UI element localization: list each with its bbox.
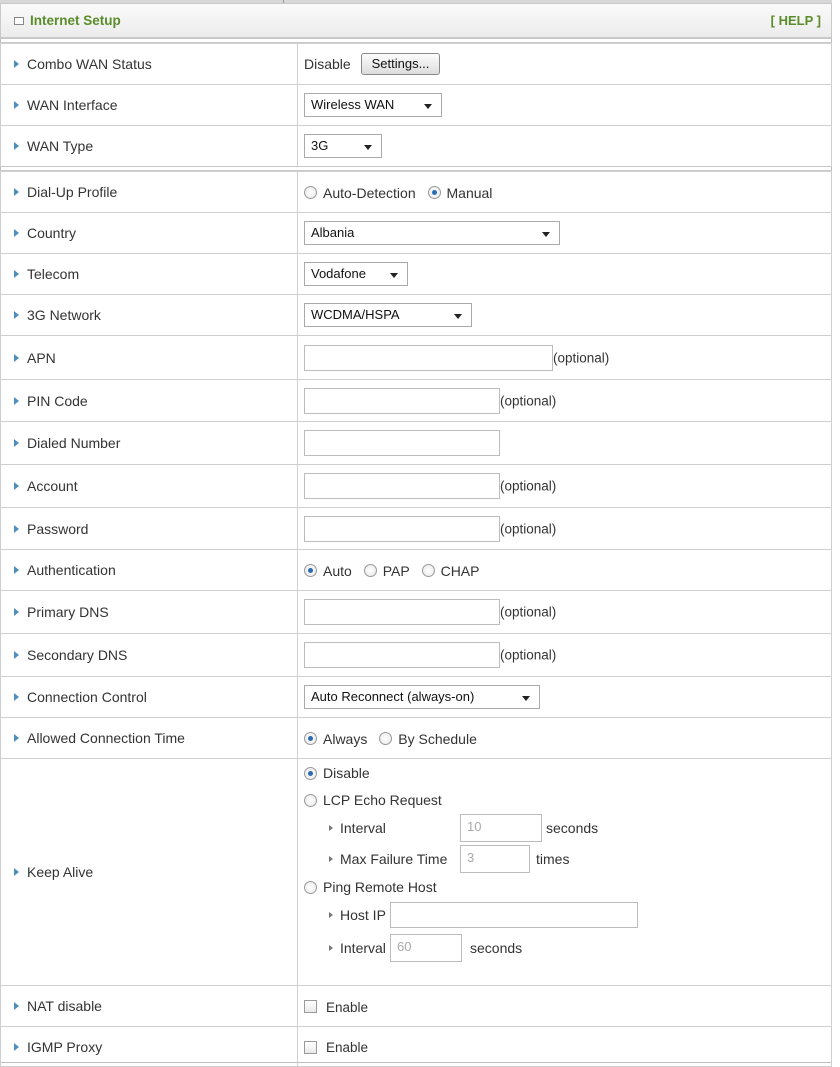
optional-note: (optional): [500, 521, 557, 536]
sub-arrow-icon: [329, 856, 333, 862]
bullet-arrow-icon: [14, 651, 19, 659]
radio-keepalive-disable[interactable]: [304, 767, 317, 780]
bullet-arrow-icon: [14, 693, 19, 701]
password-input[interactable]: [304, 516, 500, 542]
sub-arrow-icon: [329, 825, 333, 831]
wan-settings-table: [0, 43, 832, 167]
optional-note: (optional): [500, 604, 557, 620]
host-ip-input[interactable]: [390, 902, 638, 928]
bullet-arrow-icon: [14, 566, 19, 574]
bullet-arrow-icon: [14, 354, 19, 362]
collapse-icon[interactable]: [14, 17, 24, 25]
bullet-arrow-icon: [14, 229, 19, 237]
radio-ping-remote[interactable]: [304, 881, 317, 894]
bullet-arrow-icon: [14, 482, 19, 490]
bullet-arrow-icon: [14, 1043, 19, 1051]
radio-by-schedule[interactable]: [379, 732, 392, 745]
row-label: WAN Type: [1, 126, 298, 167]
max-failure-input[interactable]: 3: [460, 845, 530, 873]
chevron-down-icon: [390, 273, 398, 278]
page-title: Internet Setup: [30, 13, 121, 28]
optional-note: (optional): [553, 350, 610, 365]
panel-header: [0, 3, 832, 38]
bullet-arrow-icon: [14, 525, 19, 533]
bullet-arrow-icon: [14, 868, 19, 876]
help-link[interactable]: [ HELP ]: [770, 13, 821, 28]
connection-control-select[interactable]: Auto Reconnect (always-on): [304, 685, 540, 709]
bullet-arrow-icon: [14, 1002, 19, 1010]
pin-code-input[interactable]: [304, 388, 500, 414]
settings-button[interactable]: Settings...: [361, 53, 441, 75]
radio-auth-auto[interactable]: [304, 564, 317, 577]
bullet-arrow-icon: [14, 311, 19, 319]
chevron-down-icon: [522, 696, 530, 701]
optional-note: (optional): [500, 393, 557, 408]
dialup-settings-table: Dial-Up Profile Auto-Detection Manual Country Albania Telecom Vodafone 3G Network WCDMA/HSPA APN (optional) PIN Code (optional) Dialed Number Account (optional) Password (optional) Authentication Auto PAP CHAP Primary DNS (optional) Secondary DNS (optional) Connection Control Auto Reconnect (always-on) Allowed Connection Time Always By Schedule Keep Alive Disable LCP Echo Request Interval 10 seconds Max Failure Time 3 times Ping Remote Host Host IP Interval 60 seconds NAT disable Enable IGMP Proxy Enable: [0, 171, 832, 1067]
radio-lcp-echo[interactable]: [304, 794, 317, 807]
bullet-arrow-icon: [14, 142, 19, 150]
wan-type-select[interactable]: 3G: [304, 134, 382, 158]
optional-note: (optional): [500, 478, 557, 494]
bullet-arrow-icon: [14, 397, 19, 405]
keep-alive-options: Disable LCP Echo Request Interval 10 seconds Max Failure Time 3 times Ping Remote Host Host IP Interval 60 seconds: [298, 759, 831, 985]
igmp-proxy-checkbox[interactable]: [304, 1041, 317, 1054]
bullet-arrow-icon: [14, 608, 19, 616]
bullet-arrow-icon: [14, 439, 19, 447]
radio-auth-pap[interactable]: [364, 564, 377, 577]
country-select[interactable]: Albania: [304, 221, 560, 245]
account-input[interactable]: [304, 473, 500, 499]
ping-interval-input[interactable]: 60: [390, 934, 462, 962]
lcp-interval-input[interactable]: 10: [460, 814, 542, 842]
sub-arrow-icon: [329, 945, 333, 951]
optional-note: (optional): [500, 647, 557, 663]
allowed-time-radios: Always By Schedule: [298, 718, 832, 759]
combo-wan-status-value: Disable: [304, 56, 351, 72]
bullet-arrow-icon: [14, 60, 19, 68]
bullet-arrow-icon: [14, 188, 19, 196]
bullet-arrow-icon: [14, 270, 19, 278]
apn-input[interactable]: [304, 345, 553, 371]
bullet-arrow-icon: [14, 101, 19, 109]
radio-manual[interactable]: [428, 186, 441, 199]
dialup-profile-radios: Auto-Detection Manual: [298, 172, 832, 213]
bullet-arrow-icon: [14, 734, 19, 742]
secondary-dns-input[interactable]: [304, 642, 500, 668]
telecom-select[interactable]: Vodafone: [304, 262, 408, 286]
sub-arrow-icon: [329, 912, 333, 918]
primary-dns-input[interactable]: [304, 599, 500, 625]
chevron-down-icon: [454, 314, 462, 319]
dialed-number-input[interactable]: [304, 430, 500, 456]
chevron-down-icon: [542, 232, 550, 237]
3g-network-select[interactable]: WCDMA/HSPA: [304, 303, 472, 327]
radio-always[interactable]: [304, 732, 317, 745]
row-label: Combo WAN Status: [1, 44, 298, 85]
nat-disable-checkbox[interactable]: [304, 1000, 317, 1013]
row-label: WAN Interface: [1, 85, 298, 126]
radio-auto-detection[interactable]: [304, 186, 317, 199]
radio-auth-chap[interactable]: [422, 564, 435, 577]
chevron-down-icon: [424, 104, 432, 109]
wan-interface-select[interactable]: Wireless WAN: [304, 93, 442, 117]
chevron-down-icon: [364, 145, 372, 150]
authentication-radios: Auto PAP CHAP: [298, 550, 832, 591]
